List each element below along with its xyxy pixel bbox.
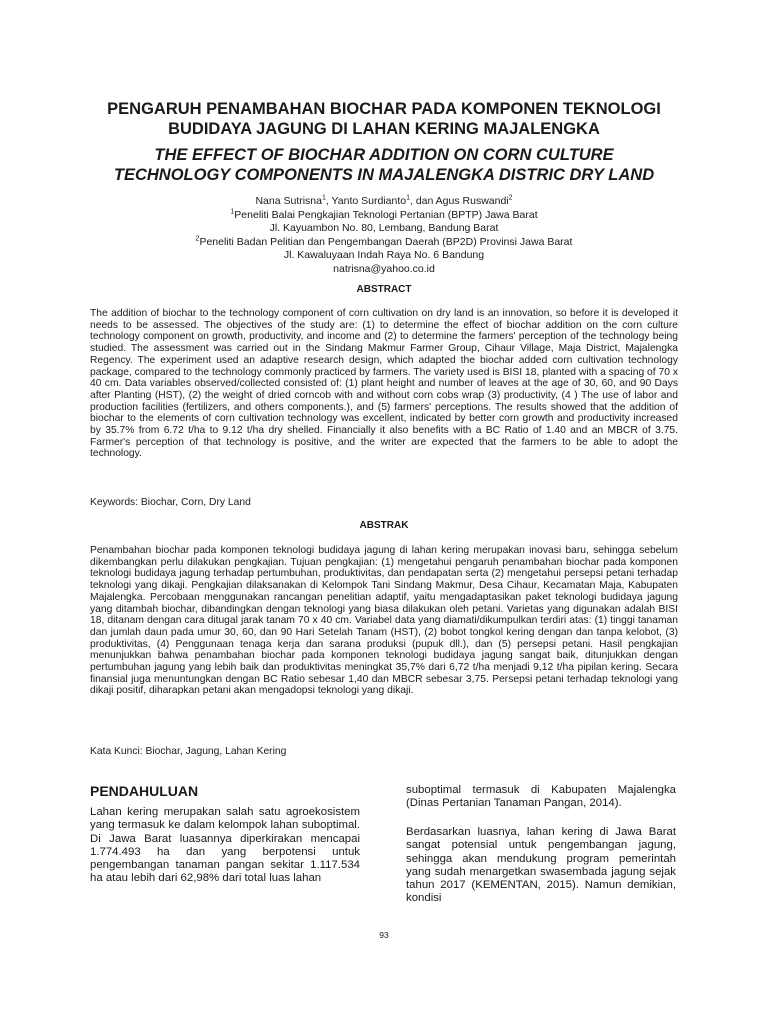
- section-heading-introduction: PENDAHULUAN: [90, 783, 199, 799]
- affiliation-2: $^2$Peneliti Badan Pelitian dan Pengembangan Daerah (BP2D) Provinsi Jawa Barat: [195, 235, 573, 248]
- author-email: natrisna@yahoo.co.id: [333, 262, 435, 275]
- author-names: Nana Sutrisna$^1$, Yanto Surdianto$^1$, dan Agus Ruswandi$^2$: [255, 194, 513, 207]
- title-line: PENGARUH PENAMBAHAN BIOCHAR PADA KOMPONEN TEKNOLOGI: [107, 100, 661, 118]
- author-block: [60, 195, 708, 276]
- abstract-text: The addition of biochar to the technology component of corn cultivation on dry land is an innovation, so before it is developed it needs to be assessed. The objectives of the study are: (1) to determine the effect of biochar addition on the corn culture technology component on growth, productivity, and income and (2) to determine the farmers' perception of the technology being studied. The assessment was carried out in the Sindang Makmur Farmer Group, Cihaur Village, Maja District, Majalengka Regency. The experiment used an adaptive research design, which adapted the biochar added corn cultivation technology package, compared to the technology commonly practiced by farmers. The variety used is BISI 18, planted with a spacing of 70 x 40 cm. Data variables observed/collected consisted of: (1) plant height and number of leaves at the age of 30, 60, and 90 Days after Planting (HST), (2) the weight of dried corncob with and without corn cobs wrap (3) productivity, (4 ) The use of labor and production facilities (fertilizers, and others components.), and (5) farmers' perceptions. The results showed that the addition of biochar to the elements of corn cultivation technology was excellent, indicated by better corn growth and productivity increased by 35.7% from 6.72 t/ha to 9.12 t/ha dry shelled. Financially it also benefits with a BC Ratio of 1.40 and an MBCR of 3.75. Farmer's perception of that technology is positive, and the writer are expected that the farmers to be able to adopt the technology.: [90, 308, 678, 460]
- paper-title-english: [60, 145, 708, 185]
- intro-right-paragraph-1: suboptimal termasuk di Kabupaten Majalengka (Dinas Pertanian Tanaman Pangan, 2014).: [406, 784, 676, 810]
- title-line: THE EFFECT OF BIOCHAR ADDITION ON CORN CULTURE: [154, 146, 614, 164]
- affiliation-2-address: Jl. Kawaluyaan Indah Raya No. 6 Bandung: [283, 249, 485, 261]
- title-line: TECHNOLOGY COMPONENTS IN MAJALENGKA DISTRIC DRY LAND: [113, 166, 655, 184]
- abstrak-keywords: Kata Kunci: Biochar, Jagung, Lahan Kering: [90, 746, 287, 757]
- abstrak-text: Penambahan biochar pada komponen teknologi budidaya jagung di lahan kering merupakan inovasi baru, sehingga sebelum dikembangkan perlu dilakukan pengkajian. Tujuan pengkajian: (1) mengetahui pengaruh penambahan biochar pada komponen teknologi budidaya jagung terhadap pertumbuhan, produktivitas, dan pendapatan serta (2) mengetahui persepsi petani terhadap teknologi yang dikaji. Pengkajian dilaksanakan di Kelompok Tani Sindang Makmur, Desa Cihaur, Kecamatan Maja, Kabupaten Majalengka. Percobaan menggunakan rancangan penelitian adaptif, yaitu mengadaptasikan paket teknologi budidaya jagung yang ditambah biochar, dibandingkan dengan teknologi yang biasa dilakukan oleh petani. Varietas yang digunakan adalah BISI 18, ditanam dengan cara ditugal jarak tanam 70 x 40 cm. Variabel data yang diamati/dikumpulkan terdiri atas: (1) tinggi tanaman dan jumlah daun pada umur 30, 60, dan 90 Hari Setelah Tanam (HST), (2) bobot tongkol kering dengan dan tanpa kelobot, (3) produktivitas, (4) Penggunaan tenaga kerja dan sarana produksi (pupuk dll.), dan (5) persepsi petani. Hasil pengkajian menunjukkan bahwa penambahan biochar pada komponen teknologi budidaya jagung sangat baik, ditunjukkan dengan pertumbuhan jagung yang lebih baik dan produktivitas meningkat 35,7% dari 6,72 t/ha menjadi 9,12 t/ha pipilan kering. Secara finansial juga menuntungkan dengan BC Ratio sebesar 1,40 dan MBCR sebesar 3,75. Persepsi petani terhadap teknologi yang dikaji positif, diharapkan petani akan mengadopsi teknologi yang dikaji.: [90, 545, 678, 697]
- paper-title-indonesian: [60, 99, 708, 139]
- abstrak-heading: ABSTRAK: [359, 520, 409, 531]
- page-number: 93: [379, 930, 389, 940]
- intro-right-paragraph-2: Berdasarkan luasnya, lahan kering di Jawa Barat sangat potensial untuk pengembangan jagung, sehingga akan mendukung program pemerintah yang sudah menargetkan swasembada jagung sejak tahun 2017 (KEMENTAN, 2015). Namun demikian, kondisi: [406, 826, 676, 905]
- intro-left-column: Lahan kering merupakan salah satu agroekosistem yang termasuk ke dalam kelompok lahan suboptimal. Di Jawa Barat luasannya diperkirakan mencapai 1.774.493 ha dan yang berpotensi untuk pengembangan tanaman pangan sekitar 1.117.534 ha atau lebih dari 62,98% dari total luas lahan: [90, 806, 360, 885]
- abstract-keywords: Keywords: Biochar, Corn, Dry Land: [90, 497, 251, 508]
- affiliation-1: $^1$Peneliti Balai Pengkajian Teknologi Pertanian (BPTP) Jawa Barat: [230, 208, 538, 221]
- affiliation-1-address: Jl. Kayuambon No. 80, Lembang, Bandung Barat: [269, 222, 499, 234]
- abstract-heading: ABSTRACT: [356, 284, 412, 295]
- title-line: BUDIDAYA JAGUNG DI LAHAN KERING MAJALENGKA: [168, 120, 600, 138]
